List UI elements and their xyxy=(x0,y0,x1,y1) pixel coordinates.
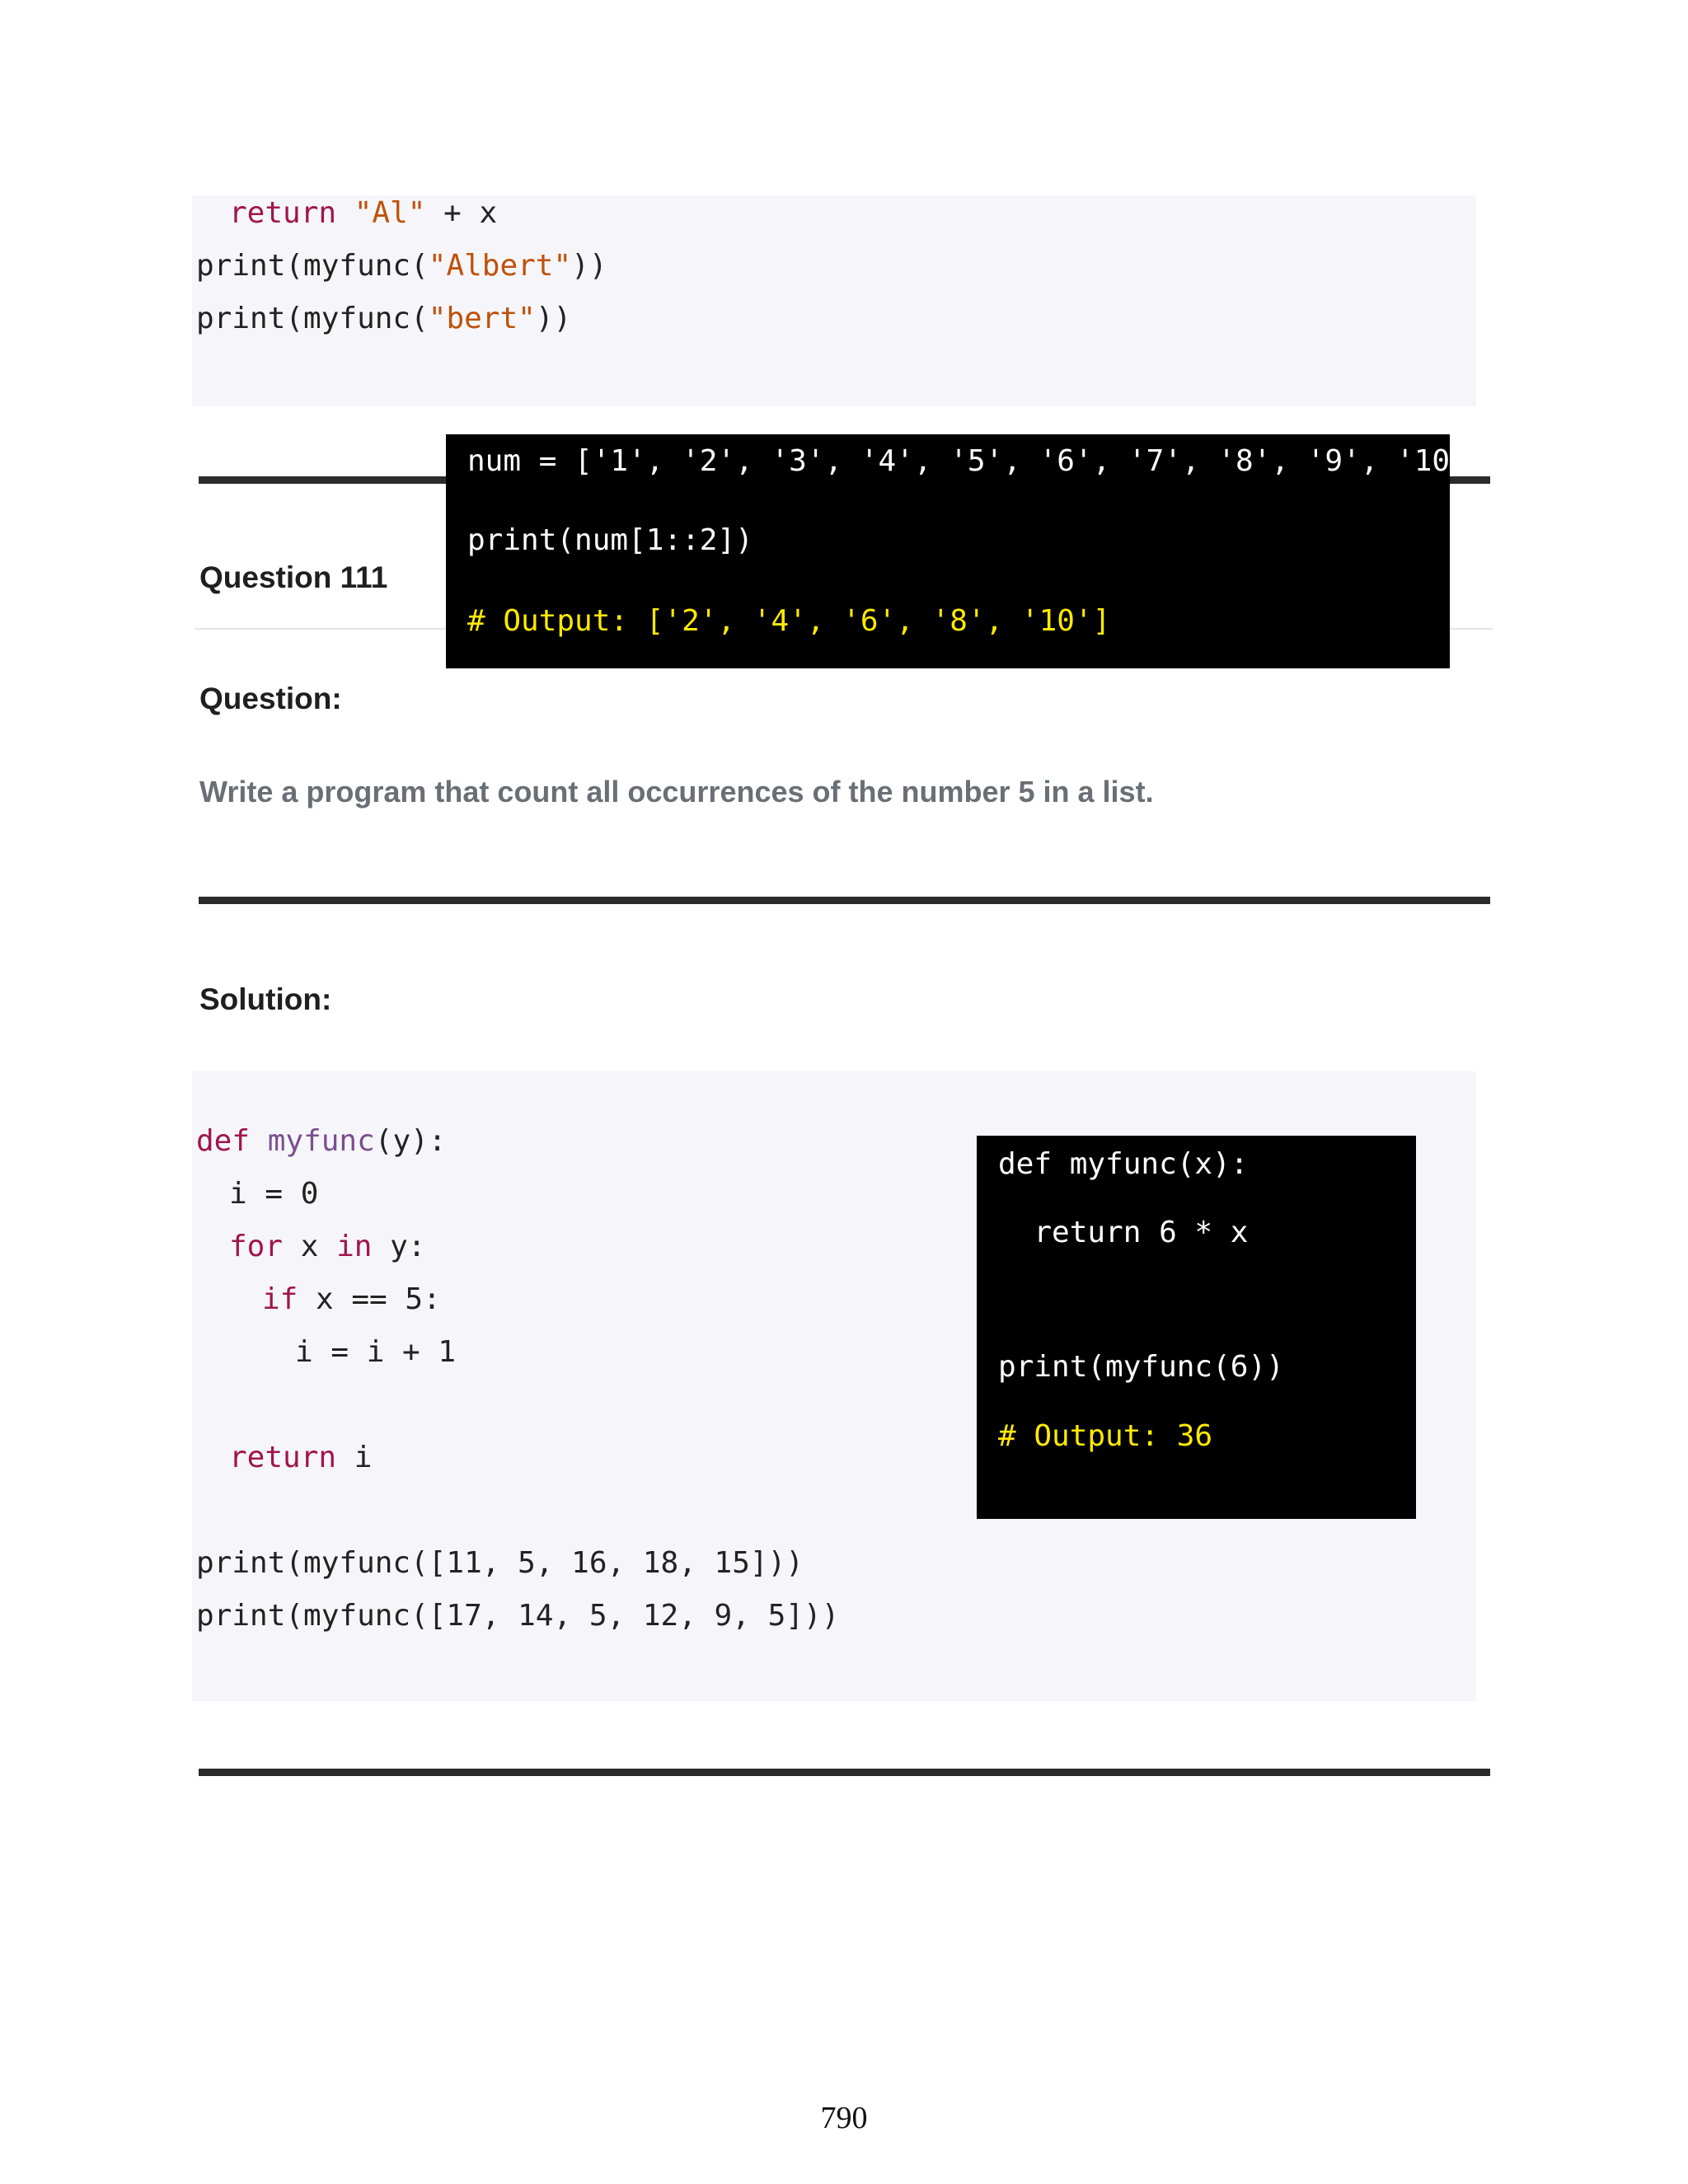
code-line-print-bert: print(myfunc("bert")) xyxy=(196,302,572,335)
code-line-print-2: print(myfunc([17, 14, 5, 12, 9, 5])) xyxy=(196,1599,840,1633)
code-line-print-albert: print(myfunc("Albert")) xyxy=(196,249,607,283)
code-line-print-1: print(myfunc([11, 5, 16, 18, 15])) xyxy=(196,1546,804,1580)
code-line-for: for x in y: xyxy=(229,1230,426,1263)
solution-label: Solution: xyxy=(199,982,332,1016)
code-line-def: def myfunc(y): xyxy=(196,1124,447,1158)
popup-line-return: return 6 * x xyxy=(998,1216,1249,1249)
code-line-init: i = 0 xyxy=(229,1177,319,1211)
code-line-increment: i = i + 1 xyxy=(295,1335,457,1369)
page-number: 790 xyxy=(820,2101,868,2135)
section-divider xyxy=(199,897,1490,904)
popup-line-print: print(num[1::2]) xyxy=(467,523,753,557)
popup-line-list: num = ['1', '2', '3', '4', '5', '6', '7', '8', '9', '10'] xyxy=(467,444,1486,478)
popup-line-output: # Output: ['2', '4', '6', '8', '10'] xyxy=(467,604,1111,638)
code-popup-slicing xyxy=(446,434,1486,668)
question-number-heading: Question 111 xyxy=(199,560,388,594)
popup-line-def: def myfunc(x): xyxy=(998,1147,1249,1181)
popup-line-output: # Output: 36 xyxy=(998,1419,1213,1453)
question-text: Write a program that count all occurrences of the number 5 in a list. xyxy=(199,775,1154,808)
section-divider xyxy=(199,1769,1490,1776)
popup-line-print: print(myfunc(6)) xyxy=(998,1350,1284,1384)
code-line-if: if x == 5: xyxy=(262,1282,441,1316)
code-line-return: return "Al" + x xyxy=(229,196,498,230)
question-label: Question: xyxy=(199,682,342,715)
code-line-return: return i xyxy=(229,1441,373,1474)
code-popup-multiply xyxy=(977,1136,1416,1519)
